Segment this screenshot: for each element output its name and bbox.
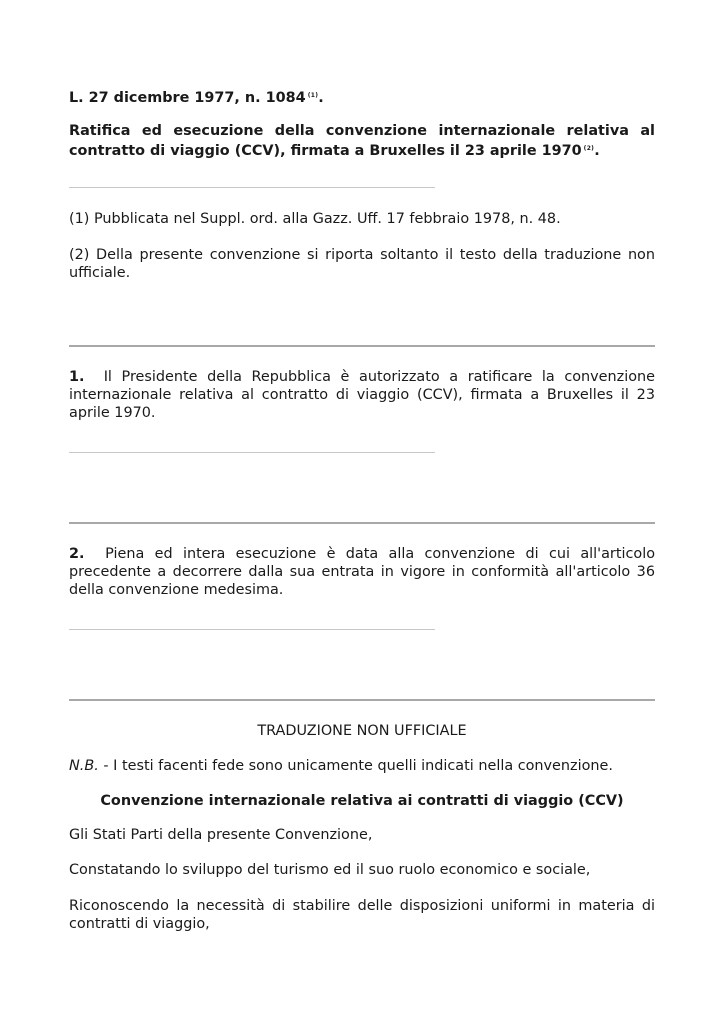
article-2-text: Piena ed intera esecuzione è data alla convenzione di cui all'articolo precedente a decorrere dalla sua entrata in vigore in conformità all'articolo 36 della convenzione medesima.	[69, 546, 655, 598]
article-1-number: 1.	[69, 369, 85, 385]
translation-heading: TRADUZIONE NON UFFICIALE	[257, 723, 467, 739]
footnote-ref-2[interactable]: (2)	[583, 145, 595, 152]
law-reference-end: .	[318, 90, 324, 106]
footnote-1: (1) Pubblicata nel Suppl. ord. alla Gazz. Uff. 17 febbraio 1978, n. 48.	[69, 211, 561, 227]
article-separator	[69, 452, 435, 453]
section-divider	[69, 699, 655, 701]
law-reference-text: L. 27 dicembre 1977, n. 1084	[69, 90, 306, 106]
article-divider	[69, 522, 655, 524]
law-reference	[69, 87, 655, 107]
preamble-paragraph: Constatando lo sviluppo del turismo ed il suo ruolo economico e sociale,	[69, 862, 591, 878]
nb-label: N.B.	[69, 758, 99, 774]
preamble-paragraph: Riconoscendo la necessità di stabilire delle disposizioni uniformi in materia di contratti di viaggio,	[69, 898, 655, 932]
convention-title: Convenzione internazionale relativa ai contratti di viaggio (CCV)	[100, 793, 624, 809]
article-1	[69, 368, 655, 422]
footnote-2: (2) Della presente convenzione si riporta soltanto il testo della traduzione non ufficiale.	[69, 247, 655, 281]
law-title-text: Ratifica ed esecuzione della convenzione internazionale relativa al contratto di viaggio (CCV), firmata a Bruxelles il 23 aprile 1970	[69, 123, 655, 159]
article-2	[69, 545, 655, 599]
law-title	[69, 122, 655, 160]
article-divider	[69, 345, 655, 347]
preamble-paragraph: Gli Stati Parti della presente Convenzione,	[69, 827, 373, 843]
article-1-text: Il Presidente della Repubblica è autorizzato a ratificare la convenzione internazionale relativa al contratto di viaggio (CCV), firmata a Bruxelles il 23 aprile 1970.	[69, 369, 655, 421]
footnote-separator	[69, 187, 435, 188]
nb-text: - I testi facenti fede sono unicamente quelli indicati nella convenzione.	[98, 758, 613, 774]
nb-note	[69, 757, 655, 775]
footnote-ref-1[interactable]: (1)	[307, 92, 319, 99]
law-title-end: .	[594, 143, 600, 159]
article-separator	[69, 629, 435, 630]
article-2-number: 2.	[69, 546, 85, 562]
